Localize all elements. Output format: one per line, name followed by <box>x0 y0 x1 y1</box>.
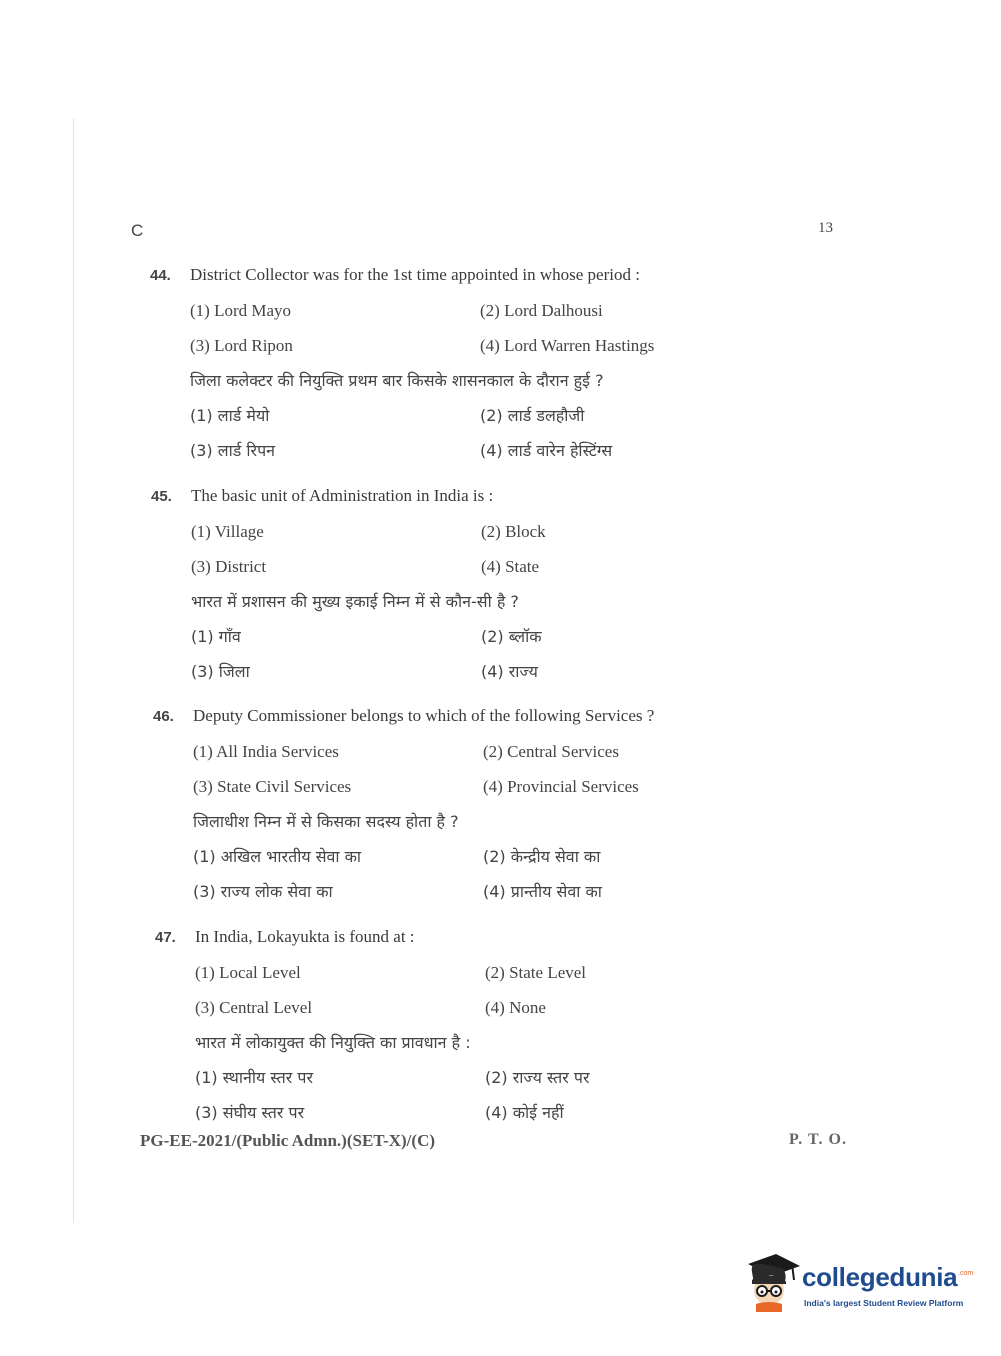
question-number: 47. <box>155 929 176 946</box>
logo-wordmark: collegedunia <box>802 1262 958 1292</box>
options-hindi <box>193 845 773 915</box>
paper-code: PG-EE-2021/(Public Admn.)(SET-X)/(C) <box>140 1131 436 1150</box>
option-2: (2) Lord Dalhousi <box>480 301 603 320</box>
option-3: (3) Lord Ripon <box>190 336 293 355</box>
question-text: Deputy Commissioner belongs to which of the following Services ? <box>193 706 655 725</box>
question-number: 46. <box>153 708 174 725</box>
page-margin-line <box>73 118 74 1223</box>
option-3-hindi: (3) राज्य लोक सेवा का <box>193 882 333 901</box>
question-stem <box>150 263 770 299</box>
options-english <box>193 740 773 810</box>
options-english <box>190 299 770 369</box>
question-stem <box>155 925 775 961</box>
option-2: (2) Central Services <box>483 742 619 761</box>
option-1-hindi: (1) गाँव <box>191 627 241 646</box>
student-mascot-icon <box>742 1250 800 1312</box>
option-1: (1) Lord Mayo <box>190 301 292 320</box>
question-stem <box>151 484 771 520</box>
option-4: (4) Provincial Services <box>483 777 639 796</box>
option-4-hindi: (4) लार्ड वारेन हेस्टिंग्स <box>480 441 613 460</box>
question-text-hindi: जिलाधीश निम्न में से किसका सदस्य होता है ? <box>193 812 459 831</box>
question-text: The basic unit of Administration in India is : <box>191 486 494 505</box>
question-45 <box>151 484 771 695</box>
option-2-hindi: (2) ब्लॉक <box>481 627 542 646</box>
question-46 <box>153 704 773 915</box>
option-4-hindi: (4) राज्य <box>481 662 538 681</box>
question-number: 44. <box>150 267 171 284</box>
options-hindi <box>191 625 771 695</box>
option-1-hindi: (1) लार्ड मेयो <box>190 406 270 425</box>
question-stem <box>153 704 773 740</box>
logo-suffix: .com <box>958 1270 974 1277</box>
option-4-hindi: (4) कोई नहीं <box>485 1103 564 1122</box>
question-text: In India, Lokayukta is found at : <box>195 927 415 946</box>
option-2: (2) State Level <box>485 963 587 982</box>
option-1: (1) Local Level <box>195 963 301 982</box>
logo-tagline: India's largest Student Review Platform <box>804 1298 964 1308</box>
option-2: (2) Block <box>481 522 546 541</box>
question-47 <box>155 925 775 1136</box>
page-number: 13 <box>818 220 833 236</box>
option-3: (3) District <box>191 557 267 576</box>
option-1: (1) Village <box>191 522 264 541</box>
options-hindi <box>190 404 770 474</box>
options-hindi <box>195 1066 775 1136</box>
option-2-hindi: (2) केन्द्रीय सेवा का <box>483 847 601 866</box>
collegedunia-logo[interactable] <box>742 1250 972 1320</box>
option-4: (4) State <box>481 557 540 576</box>
option-4: (4) None <box>485 998 546 1017</box>
options-english <box>195 961 775 1031</box>
set-letter: C <box>131 221 144 240</box>
option-4: (4) Lord Warren Hastings <box>480 336 655 355</box>
option-3-hindi: (3) संघीय स्तर पर <box>195 1103 305 1122</box>
option-1-hindi: (1) स्थानीय स्तर पर <box>195 1068 314 1087</box>
question-number: 45. <box>151 488 172 505</box>
question-text-hindi: भारत में लोकायुक्त की नियुक्ति का प्रावधान है : <box>195 1033 471 1052</box>
question-text-hindi: भारत में प्रशासन की मुख्य इकाई निम्न में से कौन-सी है ? <box>191 592 519 611</box>
options-english <box>191 520 771 590</box>
option-2-hindi: (2) राज्य स्तर पर <box>485 1068 590 1087</box>
question-text-hindi: जिला कलेक्टर की नियुक्ति प्रथम बार किसके शासनकाल के दौरान हुई ? <box>190 371 604 390</box>
option-3: (3) Central Level <box>195 998 313 1017</box>
option-1-hindi: (1) अखिल भारतीय सेवा का <box>193 847 362 866</box>
option-3-hindi: (3) जिला <box>191 662 250 681</box>
option-3: (3) State Civil Services <box>193 777 352 796</box>
question-44 <box>150 263 770 474</box>
option-4-hindi: (4) प्रान्तीय सेवा का <box>483 882 602 901</box>
option-1: (1) All India Services <box>193 742 339 761</box>
pto-label: P. T. O. <box>789 1131 847 1148</box>
question-text: District Collector was for the 1st time appointed in whose period : <box>190 265 640 284</box>
option-2-hindi: (2) लार्ड डलहौजी <box>480 406 585 425</box>
option-3-hindi: (3) लार्ड रिपन <box>190 441 276 460</box>
